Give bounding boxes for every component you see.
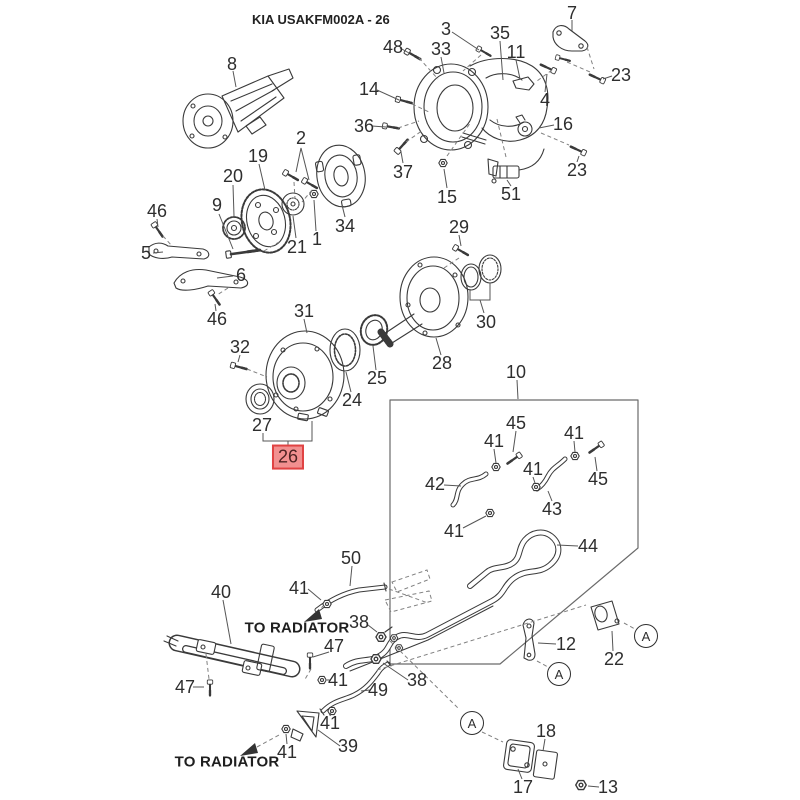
callout-18[interactable]: 18 [535,721,557,741]
part-16-sensor [516,115,532,136]
part-22-bracket [591,601,619,630]
callout-38[interactable]: 38 [406,670,428,690]
part-51-switch [488,149,544,183]
part-32-bolt [230,362,248,372]
callout-15[interactable]: 15 [436,187,458,207]
callout-30[interactable]: 30 [475,312,497,332]
callout-12[interactable]: 12 [555,634,577,654]
callout-19[interactable]: 19 [247,146,269,166]
callout-22[interactable]: 22 [603,649,625,669]
callout-7[interactable]: 7 [566,3,578,23]
callout-13[interactable]: 13 [597,777,619,797]
callout-41[interactable]: 41 [319,713,341,733]
callout-50[interactable]: 50 [340,548,362,568]
ref-marker-A[interactable]: A [634,624,658,648]
callout-16[interactable]: 16 [552,114,574,134]
callout-5[interactable]: 5 [140,243,152,263]
leader-lines [153,20,613,787]
callout-43[interactable]: 43 [541,499,563,519]
part-41-clip [282,725,290,732]
callout-26-selected[interactable]: 26 [272,445,304,470]
callout-41[interactable]: 41 [288,578,310,598]
part-41-clip [571,452,579,459]
callout-9[interactable]: 9 [211,195,223,215]
part-18-clamp [533,750,558,780]
callout-41[interactable]: 41 [563,423,585,443]
part-15-nut [439,159,447,166]
callout-29[interactable]: 29 [448,217,470,237]
part-44-oil-pipes [346,533,558,671]
callout-3[interactable]: 3 [440,19,452,39]
callout-51[interactable]: 51 [500,184,522,204]
callout-41[interactable]: 41 [522,459,544,479]
part-41-clip [486,509,494,516]
part-42-pipe [453,474,486,505]
part-11-bracket [513,77,534,90]
callout-35[interactable]: 35 [489,23,511,43]
part-29-bolt [452,244,469,257]
part-24-friction-ring [330,329,360,371]
callout-45[interactable]: 45 [587,469,609,489]
callout-45[interactable]: 45 [505,413,527,433]
callout-40[interactable]: 40 [210,582,232,602]
part-20-adapter [223,217,245,239]
part-7-bracket [553,26,588,51]
part-19-hole [272,230,277,235]
callout-23[interactable]: 23 [610,65,632,85]
part-23-bolt [569,144,587,156]
part-34-torque-converter [312,141,370,210]
callout-2[interactable]: 2 [295,128,307,148]
callout-20[interactable]: 20 [222,166,244,186]
part-23-bolt [588,72,606,84]
callout-34[interactable]: 34 [334,216,356,236]
part-48-bolt [404,48,422,62]
part-9-bolt [226,247,261,259]
callout-21[interactable]: 21 [286,237,308,257]
part-19-hole [254,234,259,239]
callout-31[interactable]: 31 [293,301,315,321]
callout-10[interactable]: 10 [505,362,527,382]
callout-11[interactable]: 11 [506,42,526,62]
callout-46[interactable]: 46 [146,201,168,221]
callout-39[interactable]: 39 [337,736,359,756]
part-3-bolt [476,46,492,59]
ref-marker-A[interactable]: A [547,662,571,686]
part-17-clamp [503,739,535,773]
part-28-pump-cover [381,257,468,344]
callout-8[interactable]: 8 [226,54,238,74]
part-19-hole [274,208,279,213]
callout-6[interactable]: 6 [235,265,247,285]
callout-41[interactable]: 41 [483,431,505,451]
callout-4[interactable]: 4 [539,90,551,110]
callout-32[interactable]: 32 [229,337,251,357]
diagram-title: KIA USAKFM002A - 26 [252,12,390,27]
callout-28[interactable]: 28 [431,353,453,373]
callout-42[interactable]: 42 [424,474,446,494]
callout-33[interactable]: 33 [430,39,452,59]
ref-marker-A[interactable]: A [460,711,484,735]
callout-1[interactable]: 1 [311,229,323,249]
part-14-bolt [395,96,413,106]
callout-38[interactable]: 38 [348,612,370,632]
part-5-bracket [149,243,209,259]
part-41-clip [532,483,540,490]
part-41-clip [323,600,331,607]
callout-47[interactable]: 47 [174,677,196,697]
callout-41[interactable]: 41 [276,742,298,762]
part-41-clip [318,676,326,683]
part-45-fitting-bolt [506,452,523,466]
to-radiator-label: TO RADIATOR [174,753,280,771]
callout-44[interactable]: 44 [577,536,599,556]
part-46-bolt [208,289,222,306]
callout-47[interactable]: 47 [323,636,345,656]
part-8-transmission [183,69,293,148]
part-45-fitting-bolt [588,441,605,455]
callout-41[interactable]: 41 [327,670,349,690]
part-10-subassembly-box [390,400,638,664]
part-13-nut [576,781,587,790]
part-33-converter-housing [414,59,551,151]
callout-48[interactable]: 48 [382,37,404,57]
part-40-oil-cooler [164,636,292,676]
part-47-bolt [207,680,212,696]
callout-36[interactable]: 36 [353,116,375,136]
to-radiator-label: TO RADIATOR [244,619,350,637]
part-41-clip [492,463,500,470]
part-4-bolt [539,62,557,74]
part-27-oil-seal [246,384,274,414]
callout-49[interactable]: 49 [367,680,389,700]
callout-46[interactable]: 46 [206,309,228,329]
part-37-bolt [394,138,410,155]
part-2-bolt [301,177,318,190]
part-19-hole [256,203,261,208]
part-39-bracket [291,711,319,741]
callout-25[interactable]: 25 [366,368,388,388]
callout-27[interactable]: 27 [251,415,273,435]
part-30-rings [461,255,501,290]
part-26-oil-pump [266,331,344,421]
callout-24[interactable]: 24 [341,390,363,410]
callout-41[interactable]: 41 [443,521,465,541]
part-2-bolt [282,169,299,182]
callout-17[interactable]: 17 [512,777,534,797]
callout-14[interactable]: 14 [358,79,380,99]
callout-23[interactable]: 23 [566,160,588,180]
callout-37[interactable]: 37 [392,162,414,182]
part-47-bolt [307,653,312,669]
